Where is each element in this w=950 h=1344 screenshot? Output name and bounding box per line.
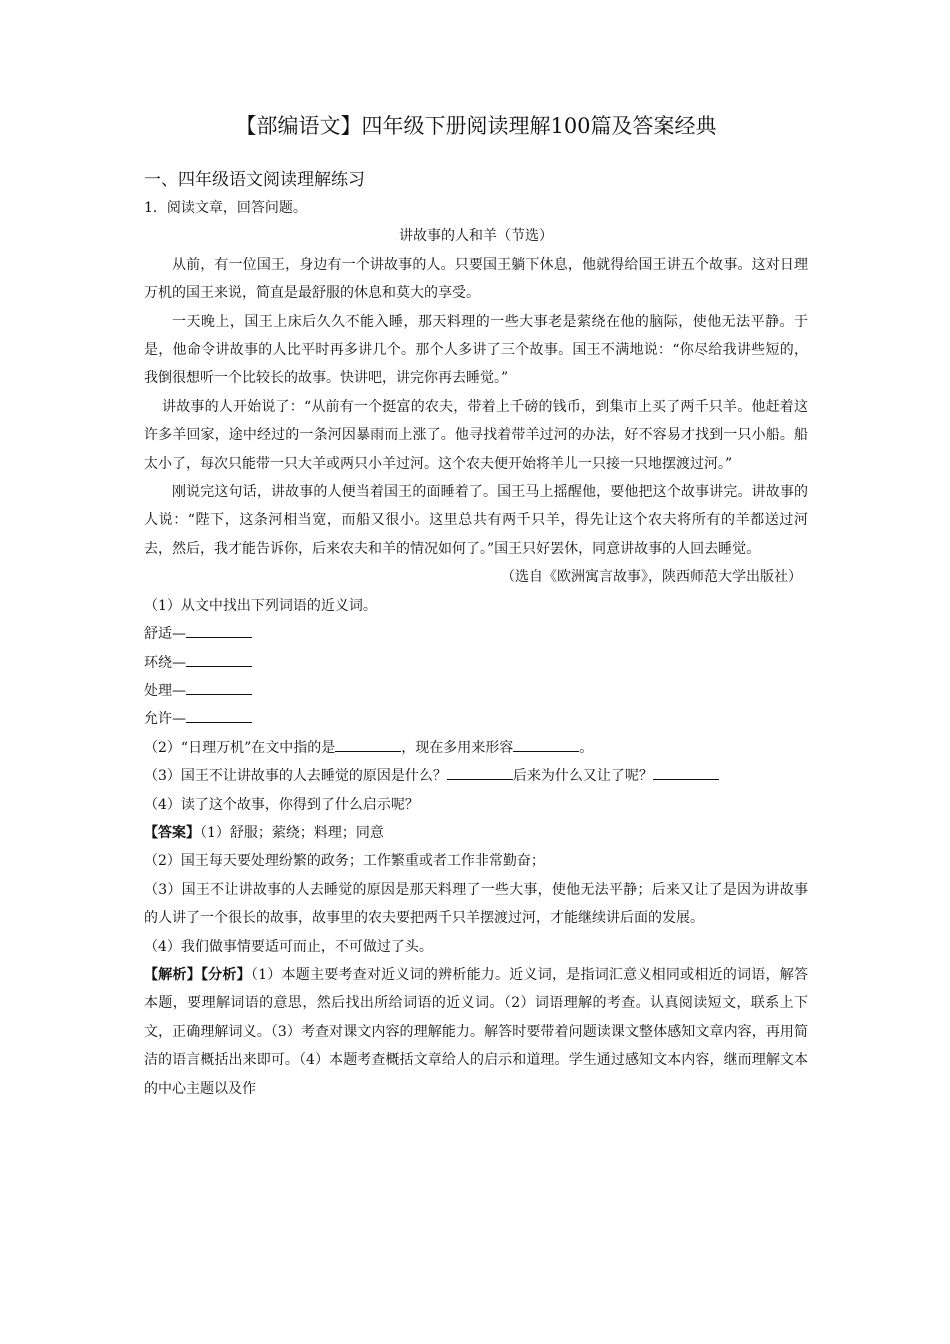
answer-2: （2）国王每天要处理纷繁的政务；工作繁重或者工作非常勤奋； (144, 853, 545, 870)
answer-4: （4）我们做事情要适可而止，不可做过了头。 (144, 938, 433, 955)
answer-3: （3）国王不让讲故事的人去睡觉的原因是那天料理了一些大事，使他无法平静；后来又让了是因为讲故事的人讲了一个很长的故事，故事里的农夫要把两千只羊摆渡过河，才能继续讲后面的发展。 (144, 881, 808, 927)
answer-1 (144, 819, 808, 847)
passage-paragraph-1: 从前，有一位国王，身边有一个讲故事的人。只要国王躺下休息，他就得给国王讲五个故事。这对日理万机的国王来说，简直是最舒服的休息和莫大的享受。 (144, 256, 808, 302)
answer-blank (186, 708, 252, 723)
passage-title: 讲故事的人和羊（节选） (399, 228, 553, 245)
synonym-word: 允许— (144, 711, 186, 728)
question-2-part-b: ，现在多用来形容 (401, 739, 514, 756)
answer-blank (186, 680, 252, 695)
synonym-word: 环绕— (144, 654, 186, 671)
passage-source: （选自《欧洲寓言故事》，陕西师范大学出版社） (501, 569, 802, 586)
synonym-item-2 (144, 649, 808, 677)
synonym-item-4 (144, 705, 808, 733)
question-intro: 1．阅读文章，回答问题。 (144, 200, 307, 216)
passage-paragraph-2: 一天晚上，国王上床后久久不能入睡，那天料理的一些大事老是萦绕在他的脑际，使他无法平静。于是，他命令讲故事的人比平时再多讲几个。那个人多讲了三个故事。国王不满地说：“你尽给我讲些短的，我倒很想听一个比较长的故事。快讲吧，讲完你再去睡觉。” (144, 313, 808, 387)
question-1: （1）从文中找出下列词语的近义词。 (144, 597, 377, 614)
passage-paragraph-4: 刚说完这句话，讲故事的人便当着国王的面睡着了。国王马上摇醒他，要他把这个故事讲完。讲故事的人说：“陛下，这条河相当宽，而船又很小。这里总共有两千只羊，得先让这个农夫将所有的羊都送过河去，然后，我才能告诉你，后来农夫和羊的情况如何了。”国王只好罢休，同意讲故事的人回去睡觉。 (144, 484, 808, 557)
analysis (144, 961, 808, 1103)
answer-label: 【答案】 (144, 824, 200, 841)
document-page (144, 108, 808, 1103)
section-heading: 一、四年级语文阅读理解练习 (144, 170, 365, 190)
answer-blank (513, 737, 579, 752)
document-title: 【部编语文】四年级下册阅读理解100篇及答案经典 (235, 114, 717, 138)
analysis-text: （1）本题主要考查对近义词的辨析能力。近义词，是指词汇意义相同或相近的词语，解答本题，要理解词语的意思，然后找出所给词语的近义词。（2）词语理解的考查。认真阅读短文，联系上下文，正确理解词义。（3）考查对课文内容的理解能力。解答时要带着问题读课文整体感知文章内容，再用简洁的语言概括出来即可。（4）本题考查概括文章给人的启示和道理。学生通过感知文本内容，继而理解文本的中心主题以及作 (144, 966, 809, 1097)
synonym-word: 处理— (144, 682, 186, 699)
question-3-part-b: 后来为什么又让了呢？ (512, 768, 653, 785)
synonym-word: 舒适— (144, 626, 186, 643)
question-4: （4）读了这个故事，你得到了什么启示呢？ (144, 796, 419, 813)
analysis-label: 【解析】【分析】 (144, 966, 251, 983)
synonym-item-1 (144, 620, 808, 648)
question-2-part-c: 。 (579, 739, 594, 756)
answer-blank (335, 737, 401, 752)
answer-blank (653, 765, 719, 780)
answer-1-text: （1）舒服；萦绕；料理；同意 (200, 824, 384, 841)
answer-blank (186, 623, 252, 638)
passage-paragraph-3: 讲故事的人开始说了：“从前有一个挺富的农夫，带着上千磅的钱币，到集市上买了两千只羊。他赶着这许多羊回家，途中经过的一条河因暴雨而上涨了。他寻找着带羊过河的办法，好不容易才找到一只小船。船太小了，每次只能带一只大羊或两只小羊过河。这个农夫便开始将羊儿一只接一只地摆渡过河。” (144, 398, 808, 472)
answer-blank (447, 765, 513, 780)
answer-blank (186, 652, 252, 667)
question-3 (144, 762, 808, 790)
question-3-part-a: （3）国王不让讲故事的人去睡觉的原因是什么？ (144, 768, 447, 785)
synonym-item-3 (144, 677, 808, 705)
question-2-part-a: （2）“日理万机”在文中指的是 (144, 739, 336, 756)
question-2 (144, 734, 808, 762)
